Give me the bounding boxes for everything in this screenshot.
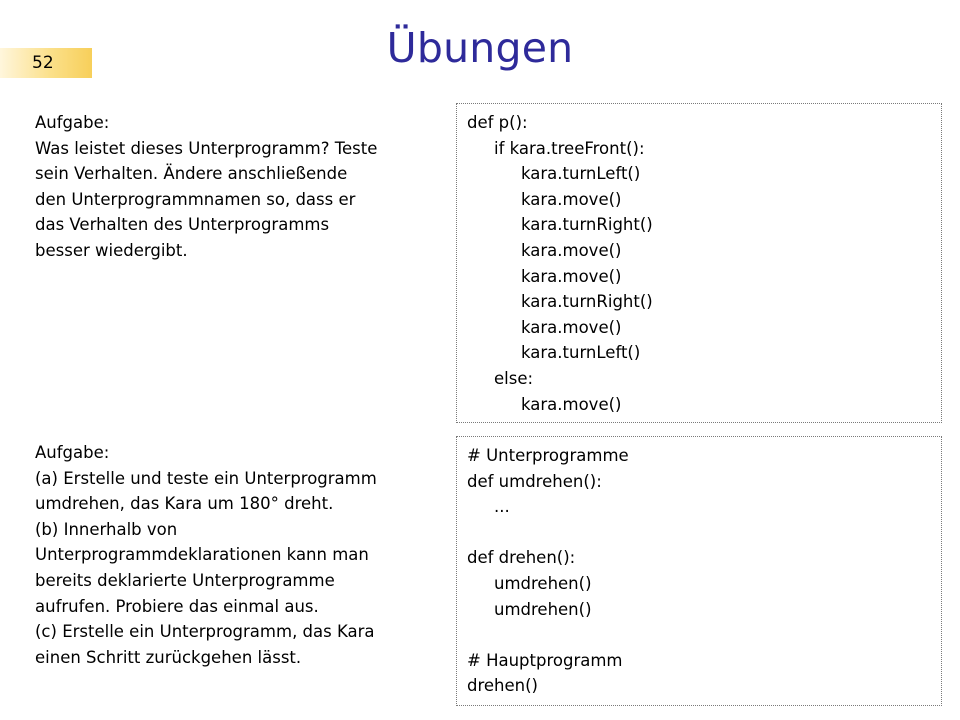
task-1-line: den Unterprogrammnamen so, dass er: [35, 189, 356, 209]
code-line: if kara.treeFront():: [494, 138, 645, 158]
code-line: kara.turnLeft(): [521, 164, 641, 184]
code-line: [467, 520, 941, 546]
code-box-2: [456, 436, 942, 706]
task-1-text: [35, 110, 435, 264]
code-line: kara.turnLeft(): [521, 343, 641, 363]
task-2-text: [35, 440, 435, 670]
code-line: def p():: [467, 113, 528, 132]
code-line: kara.turnRight(): [521, 292, 653, 312]
code-line: drehen(): [467, 676, 538, 696]
code-line: ...: [494, 497, 510, 517]
code-line: def drehen():: [467, 548, 576, 568]
task-2-line: aufrufen. Probiere das einmal aus.: [35, 596, 319, 616]
task-1-line: Was leistet dieses Unterprogramm? Teste: [35, 138, 378, 158]
code-line: def umdrehen():: [467, 471, 602, 491]
task-2-line: einen Schritt zurückgehen lässt.: [35, 647, 302, 667]
code-line: kara.move(): [521, 266, 622, 286]
code-line: # Hauptprogramm: [467, 650, 623, 670]
task-2-line: umdrehen, das Kara um 180° dreht.: [35, 494, 334, 514]
code-line: kara.move(): [521, 189, 622, 209]
code-line: kara.move(): [521, 240, 622, 260]
code-line: kara.turnRight(): [521, 215, 653, 235]
task-2-line: Aufgabe:: [35, 443, 110, 462]
task-1-line: Aufgabe:: [35, 113, 110, 132]
code-line: [467, 622, 941, 648]
code-box-1: [456, 103, 942, 423]
task-2-line: (b) Innerhalb von: [35, 519, 178, 539]
task-2-line: Unterprogrammdeklarationen kann man: [35, 545, 369, 565]
task-1-line: sein Verhalten. Ändere anschließende: [35, 164, 348, 184]
task-2-line: bereits deklarierte Unterprogramme: [35, 570, 335, 590]
code-line: kara.move(): [521, 317, 622, 337]
task-2-line: (c) Erstelle ein Unterprogramm, das Kara: [35, 622, 375, 642]
code-line: kara.move(): [521, 394, 622, 414]
task-2-line: (a) Erstelle und teste ein Unterprogramm: [35, 468, 377, 488]
code-line: # Unterprogramme: [467, 446, 629, 465]
code-line: umdrehen(): [494, 599, 592, 619]
code-line: else:: [494, 368, 534, 388]
page-number: 52: [32, 53, 54, 73]
slide-title: Übungen: [386, 24, 574, 72]
task-1-line: das Verhalten des Unterprogramms: [35, 215, 330, 235]
task-1-line: besser wiedergibt.: [35, 240, 188, 260]
code-line: umdrehen(): [494, 573, 592, 593]
